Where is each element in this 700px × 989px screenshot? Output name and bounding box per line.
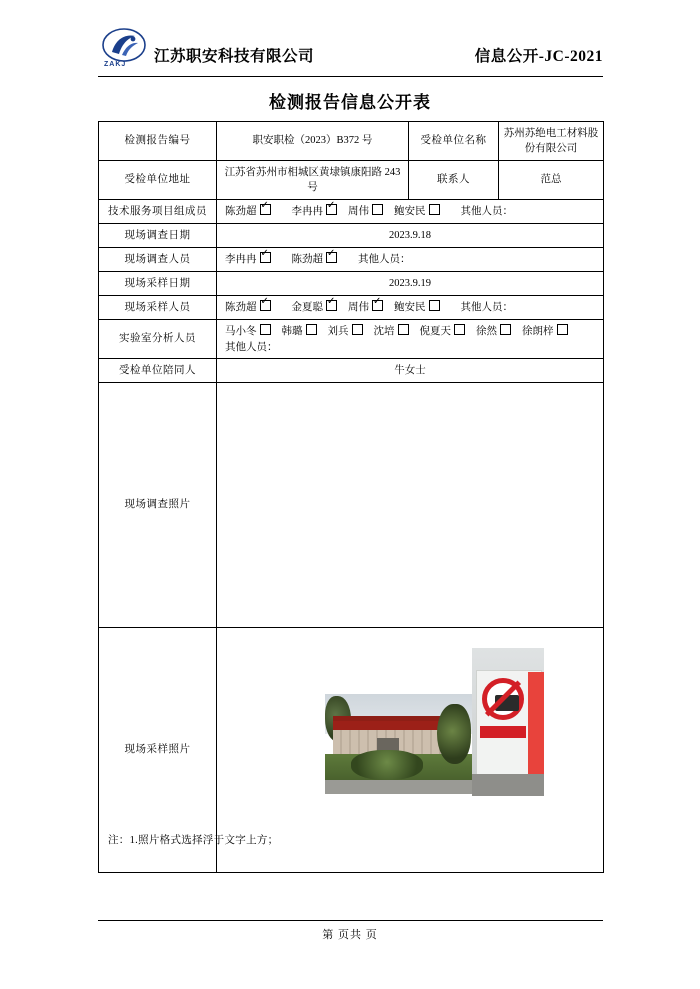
surveyor-0: 李冉冉 ✓: [225, 254, 272, 265]
checkbox-icon[interactable]: [326, 252, 337, 263]
document-code: 信息公开-JC-2021: [474, 48, 603, 65]
sampler-3: 鲍安民: [394, 302, 441, 313]
checkbox-icon[interactable]: [429, 300, 440, 311]
report-no-value: 职安职检（2023）B372 号: [217, 122, 409, 161]
sampling-photo-label: 现场采样照片: [99, 628, 217, 873]
lab-staff-6: 徐朗梓: [522, 326, 569, 337]
checkbox-icon[interactable]: [429, 204, 440, 215]
accompany-value: 牛女士: [217, 359, 604, 383]
team-member-3: 鲍安民: [394, 206, 441, 217]
survey-photo-area: [217, 383, 604, 628]
client-address-value: 江苏省苏州市相城区黄埭镇康阳路 243 号: [217, 161, 409, 200]
team-member-1: 李冉冉 ✓: [292, 206, 339, 217]
surveyor-label: 现场调查人员: [99, 248, 217, 272]
sampler-others-label: 其他人员：: [460, 302, 513, 314]
team-member-0: 陈劲超 ✓: [225, 206, 272, 217]
client-name-value: 苏州苏绝电工材料股份有限公司: [499, 122, 604, 161]
company-name: 江苏职安科技有限公司: [154, 48, 315, 65]
accompany-label: 受检单位陪同人: [99, 359, 217, 383]
table-row: [99, 200, 604, 224]
table-row: [99, 122, 604, 161]
footnote: 注：1.照片格式选择浮于文字上方；: [108, 835, 279, 846]
team-others-label: 其他人员：: [460, 206, 513, 218]
sampling-date-value: 2023.9.19: [217, 272, 604, 296]
checkbox-icon[interactable]: [260, 300, 271, 311]
header-divider: [98, 76, 603, 77]
checkbox-icon[interactable]: [260, 324, 271, 335]
page-title: 检测报告信息公开表: [269, 93, 431, 112]
sampler-0: 陈劲超 ✓: [225, 302, 272, 313]
table-row: [99, 383, 604, 628]
survey-date-value: 2023.9.18: [217, 224, 604, 248]
surveyor-cell: [217, 248, 604, 272]
client-name-label: 受检单位名称: [409, 122, 499, 161]
checkbox-icon[interactable]: [326, 300, 337, 311]
sampling-date-label: 现场采样日期: [99, 272, 217, 296]
page-number: 第 页共 页: [322, 929, 378, 941]
team-label: 技术服务项目组成员: [99, 200, 217, 224]
lab-staff-5: 徐然: [476, 326, 512, 337]
company-logo: [98, 28, 150, 74]
contact-value: 范总: [499, 161, 604, 200]
table-row: [99, 272, 604, 296]
checkbox-icon[interactable]: [260, 204, 271, 215]
checkbox-icon[interactable]: [326, 204, 337, 215]
contact-label: 联系人: [409, 161, 499, 200]
lab-staff-0: 马小冬: [225, 326, 272, 337]
checkbox-icon[interactable]: [372, 300, 383, 311]
checkbox-icon[interactable]: [372, 204, 383, 215]
logo-wordmark: ZAKJ: [104, 61, 127, 68]
checkbox-icon[interactable]: [454, 324, 465, 335]
lab-staff-2: 刘兵: [328, 326, 364, 337]
surveyor-1: 陈劲超 ✓: [292, 254, 339, 265]
lab-staff-cell: [217, 320, 604, 359]
table-row: [99, 224, 604, 248]
checkbox-icon[interactable]: [306, 324, 317, 335]
footer-divider: [98, 920, 603, 921]
lab-staff-3: 沈培: [374, 326, 410, 337]
surveyor-others-label: 其他人员：: [358, 254, 411, 266]
checkbox-icon[interactable]: [352, 324, 363, 335]
site-building-photo: [325, 694, 472, 794]
table-row: [99, 161, 604, 200]
team-member-2: 周伟: [348, 206, 384, 217]
checkbox-icon[interactable]: [398, 324, 409, 335]
lab-others-label: 其他人员：: [225, 341, 278, 353]
checkbox-icon[interactable]: [557, 324, 568, 335]
survey-photo-label: 现场调查照片: [99, 383, 217, 628]
team-members-cell: [217, 200, 604, 224]
client-address-label: 受检单位地址: [99, 161, 217, 200]
checkbox-icon[interactable]: [260, 252, 271, 263]
lab-staff-4: 倪夏天: [420, 326, 467, 337]
checkbox-icon[interactable]: [500, 324, 511, 335]
sampler-2: 周伟 ✓: [348, 302, 384, 313]
lab-staff-line-1: [225, 323, 600, 339]
survey-date-label: 现场调查日期: [99, 224, 217, 248]
sampler-label: 现场采样人员: [99, 296, 217, 320]
sampler-1: 金夏聪 ✓: [292, 302, 339, 313]
logo-icon: [102, 28, 146, 62]
lab-staff-label: 实验室分析人员: [99, 320, 217, 359]
document-header: [98, 28, 603, 76]
table-row: [99, 248, 604, 272]
table-row: [99, 320, 604, 359]
sampler-cell: [217, 296, 604, 320]
lab-staff-1: 韩璐: [282, 326, 318, 337]
warning-sign-photo: [472, 648, 544, 796]
table-row: [99, 359, 604, 383]
report-no-label: 检测报告编号: [99, 122, 217, 161]
table-row: [99, 296, 604, 320]
info-disclosure-table: [98, 121, 604, 873]
